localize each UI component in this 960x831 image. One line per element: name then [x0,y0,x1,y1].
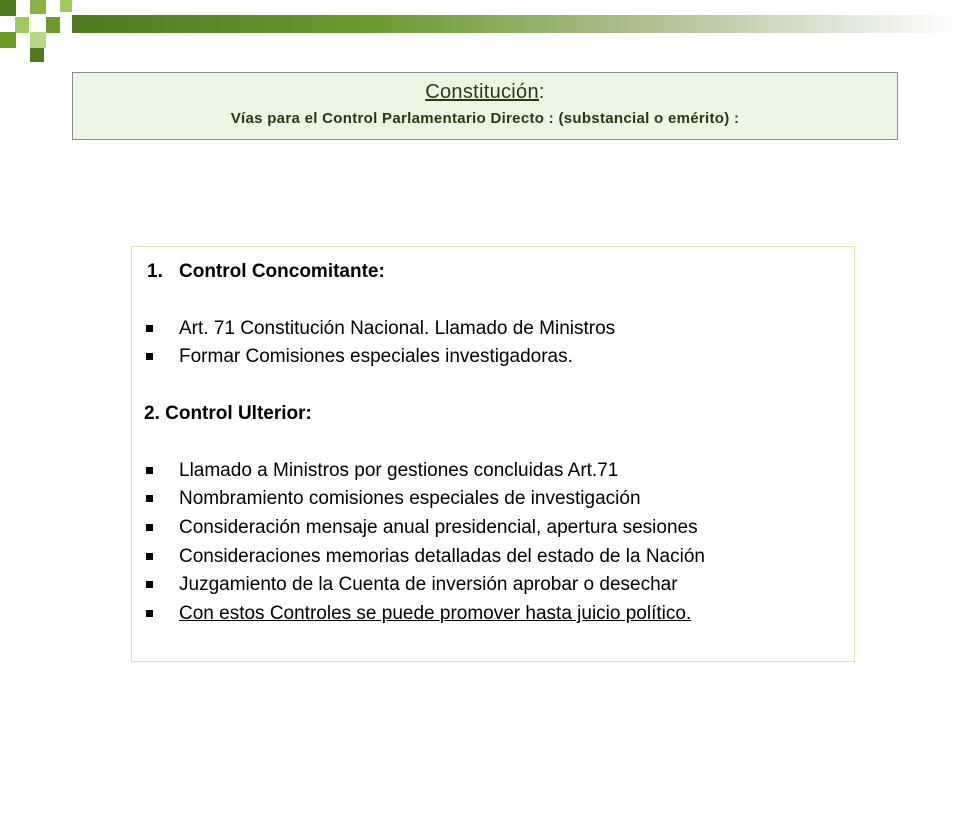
decor-square [60,0,72,12]
decor-square [30,32,46,48]
title-box [72,72,898,140]
square-bullet-icon [146,325,153,332]
square-bullet-icon [146,581,153,588]
list-item-text: Art. 71 Constitución Nacional. Llamado de Ministros [179,318,616,339]
page-title-text: Constitución [425,81,539,103]
decor-square [30,48,44,62]
decor-square [0,0,16,16]
decor-square [0,32,16,48]
list-item-text: Consideración mensaje anual presidencial, apertura sesiones [179,517,698,538]
list-item-text: Juzgamiento de la Cuenta de inversión aprobar o desechar [179,574,678,595]
page-title [73,81,897,104]
section-2-heading: 2. Control Ulterior: [144,403,312,424]
square-bullet-icon [146,524,153,531]
square-bullet-icon [146,353,153,360]
list-item-text: Con estos Controles se puede promover hasta juicio político. [179,603,692,624]
list-item-text: Nombramiento comisiones especiales de investigación [179,488,641,509]
square-bullet-icon [146,610,153,617]
decor-gradient-band [72,15,960,33]
square-bullet-icon [146,495,153,502]
content-box [131,246,855,662]
list-item-text: Formar Comisiones especiales investigadoras. [179,346,573,367]
list-item-text: Consideraciones memorias detalladas del estado de la Nación [179,546,705,567]
section-1-title: Control Concomitante: [179,261,385,282]
page-title-colon: : [538,81,545,103]
section-1-number: 1. [147,261,163,282]
square-bullet-icon [146,467,153,474]
list-item-text: Llamado a Ministros por gestiones concluidas Art.71 [179,460,619,481]
decor-square [15,17,29,33]
decor-square [30,0,46,14]
square-bullet-icon [146,553,153,560]
decor-square [46,17,60,33]
page-subtitle: Vías para el Control Parlamentario Directo : (substancial o emérito) : [230,110,740,127]
